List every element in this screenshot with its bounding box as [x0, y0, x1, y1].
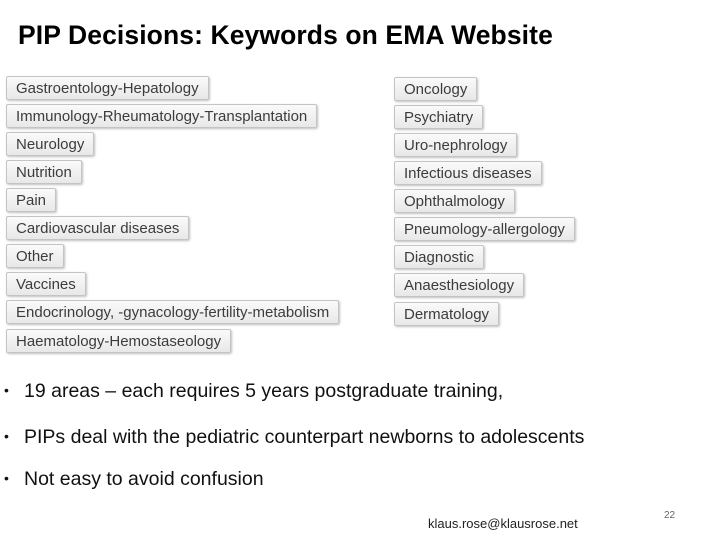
author-email: klaus.rose@klausrose.net [428, 516, 578, 531]
bullet-text: 19 areas – each requires 5 years postgraduate training, [24, 380, 504, 402]
keyword-button[interactable]: Infectious diseases [394, 161, 542, 185]
keyword-button[interactable]: Uro-nephrology [394, 133, 517, 157]
bullet-icon: • [4, 470, 9, 486]
keyword-button[interactable]: Vaccines [6, 272, 86, 296]
keyword-button[interactable]: Oncology [394, 77, 477, 101]
keyword-button[interactable]: Pain [6, 188, 56, 212]
keyword-button[interactable]: Gastroentology-Hepatology [6, 76, 209, 100]
bullet-item [4, 380, 503, 403]
keyword-button[interactable]: Other [6, 244, 64, 268]
keyword-button[interactable]: Ophthalmology [394, 189, 515, 213]
bullet-item [4, 426, 584, 449]
keyword-button[interactable]: Pneumology-allergology [394, 217, 575, 241]
keyword-button[interactable]: Diagnostic [394, 245, 484, 269]
bullet-icon: • [4, 428, 9, 444]
bullet-icon: • [4, 382, 9, 398]
bullet-text: Not easy to avoid confusion [24, 468, 264, 490]
bullet-item [4, 468, 264, 491]
keyword-button[interactable]: Immunology-Rheumatology-Transplantation [6, 104, 317, 128]
bullet-text: PIPs deal with the pediatric counterpart newborns to adolescents [24, 426, 585, 448]
keyword-button[interactable]: Anaesthesiology [394, 273, 524, 297]
page-number: 22 [664, 510, 676, 521]
slide-title: PIP Decisions: Keywords on EMA Website [18, 20, 553, 50]
keyword-button[interactable]: Nutrition [6, 160, 82, 184]
keyword-button[interactable]: Neurology [6, 132, 94, 156]
keyword-button[interactable]: Haematology-Hemostaseology [6, 329, 231, 353]
keyword-button[interactable]: Endocrinology, -gynacology-fertility-metabolism [6, 300, 339, 324]
keyword-button[interactable]: Cardiovascular diseases [6, 216, 189, 240]
keyword-button[interactable]: Dermatology [394, 302, 499, 326]
keyword-button[interactable]: Psychiatry [394, 105, 483, 129]
